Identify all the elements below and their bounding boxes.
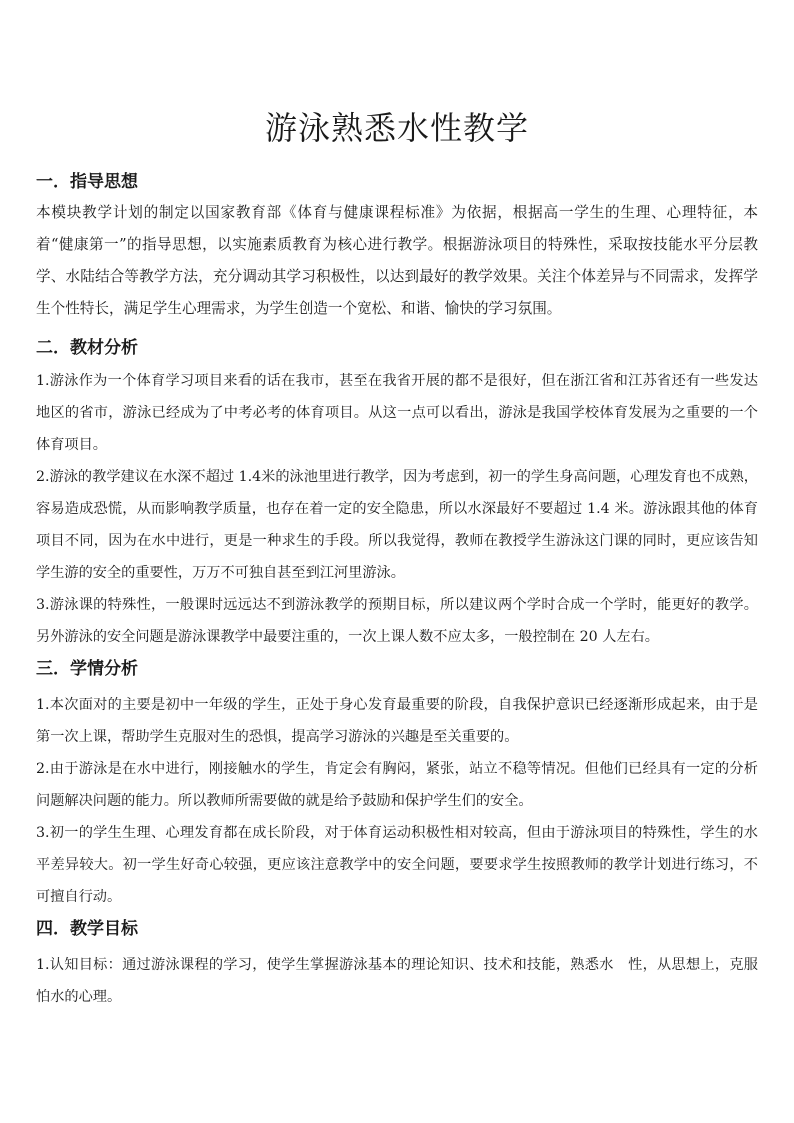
section-paragraph: 3.游泳课的特殊性，一般课时远远达不到游泳教学的预期目标，所以建议两个学时合成一个学时，能更好的教学。另外游泳的安全问题是游泳课教学中最要注重的，一次上课人数不应太多，一般控制在 20 人左右。 [36,597,758,645]
section-paragraph: 本模块教学计划的制定以国家教育部《体育与健康课程标准》为依据，根据高一学生的生理、心理特征，本着“健康第一”的指导思想，以实施素质教育为核心进行教学。根据游泳项目的特殊性，采取按技能水平分层教学、水陆结合等教学方法，充分调动其学习积极性，以达到最好的教学效果。关注个体差异与不同需求，发挥学生个性特长，满足学生心理需求，为学生创造一个宽松、和谐、愉快的学习氛围。 [36,204,758,317]
section-paragraph: 2.由于游泳是在水中进行，刚接触水的学生，肯定会有胸闷，紧张，站立不稳等情况。但他们已经具有一定的分析问题解决问题的能力。所以教师所需要做的就是给予鼓励和保护学生们的安全。 [36,761,758,809]
section-heading-learner-analysis: 三．学情分析 [36,659,138,679]
section-paragraph: 1.本次面对的主要是初中一年级的学生，正处于身心发育最重要的阶段，自我保护意识已经逐渐形成起来，由于是第一次上课，帮助学生克服对生的恐惧，提高学习游泳的兴趣是至关重要的。 [36,697,758,745]
section-heading-guiding-ideology: 一．指导思想 [36,172,138,192]
document-page [36,0,758,1123]
section-heading-teaching-goals: 四．教学目标 [36,919,138,939]
section-paragraph: 2.游泳的教学建议在水深不超过 1.4米的泳池里进行教学，因为考虑到，初一的学生身高问题，心理发育也不成熟，容易造成恐慌，从而影响教学质量，也存在着一定的安全隐患，所以水深最好不要超过 1.4 米。游泳跟其他的体育项目不同，因为在水中进行，更是一种求生的手段。所以我觉得，教师在教授学生游泳这门课的同时，更应该告知学生游的安全的重要性，万万不可独自甚至到江河里游泳。 [36,469,758,581]
section-paragraph: 1.游泳作为一个体育学习项目来看的话在我市，甚至在我省开展的都不是很好，但在浙江省和江苏省还有一些发达地区的省市，游泳已经成为了中考必考的体育项目。从这一点可以看出，游泳是我国学校体育发展为之重要的一个体育项目。 [36,373,758,453]
document-title: 游泳熟悉水性教学 [264,109,529,147]
section-heading-material-analysis: 二．教材分析 [36,338,138,358]
section-paragraph: 1.认知目标：通过游泳课程的学习，使学生掌握游泳基本的理论知识、技术和技能，熟悉水 性，从思想上，克服怕水的心理。 [36,957,758,1005]
section-paragraph: 3.初一的学生生理、心理发育都在成长阶段，对于体育运动积极性相对较高，但由于游泳项目的特殊性，学生的水平差异较大。初一学生好奇心较强，更应该注意教学中的安全问题，要要求学生按照教师的教学计划进行练习，不可擅自行动。 [36,825,758,905]
